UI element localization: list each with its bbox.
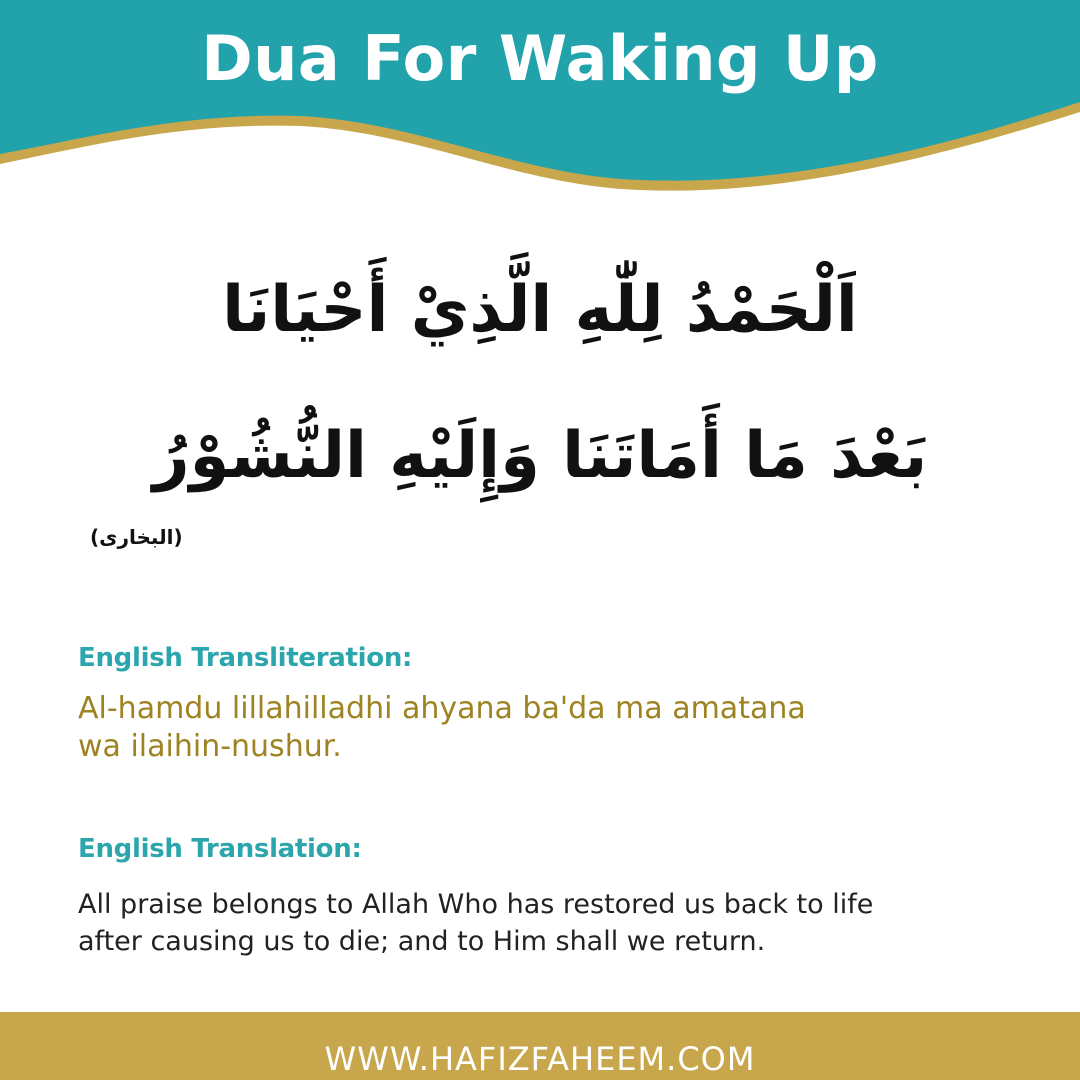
arabic-dua-line-1: اَلْحَمْدُ لِلّٰهِ الَّذِيْ أَحْيَانَا	[222, 273, 858, 347]
transliteration-line-1: Al-hamdu lillahilladhi ahyana ba'da ma amatana	[78, 691, 806, 726]
website-url: WWW.HAFIZFAHEEM.COM	[324, 1040, 756, 1078]
translation-line-1: All praise belongs to Allah Who has restored us back to life	[78, 889, 874, 920]
translation-heading: English Translation:	[78, 834, 362, 864]
translation-text	[78, 886, 1028, 960]
arabic-dua-line-2: بَعْدَ مَا أَمَاتَنَا وَإِلَيْهِ النُّشُوْرُ	[152, 419, 928, 493]
hadith-source: (البخاری)	[90, 525, 183, 549]
transliteration-heading: English Transliteration:	[78, 643, 413, 673]
transliteration-text	[78, 690, 998, 766]
transliteration-line-2: wa ilaihin-nushur.	[78, 729, 342, 764]
page-title: Dua For Waking Up	[201, 22, 879, 95]
translation-line-2: after causing us to die; and to Him shall we return.	[78, 926, 766, 957]
